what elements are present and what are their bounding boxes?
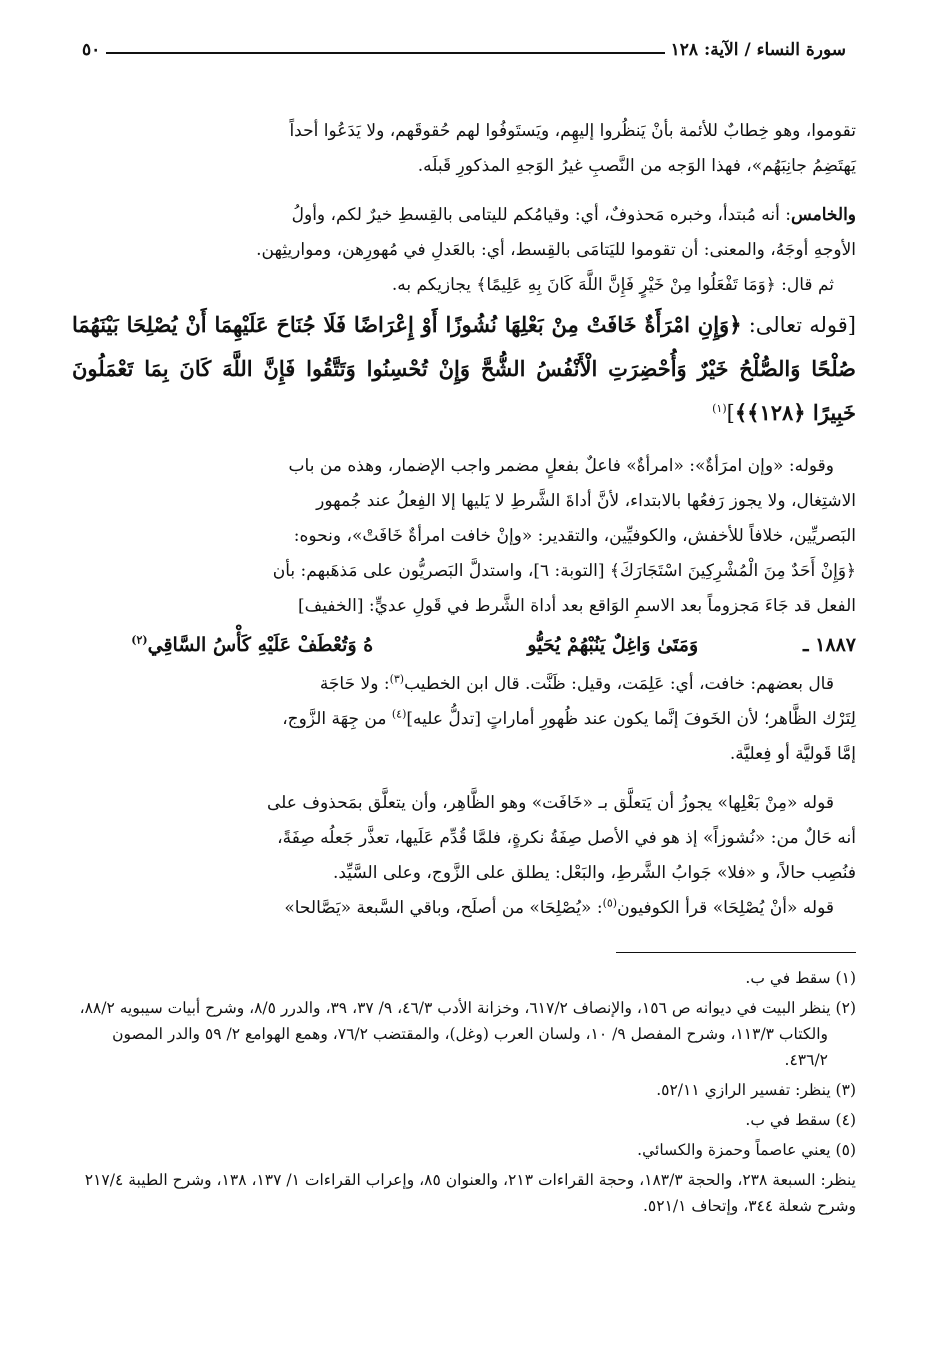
section-lead: والخامس: [790, 205, 856, 225]
footnote: (٣) ينظر: تفسير الرازي ٥٢/١١.: [656, 1081, 856, 1099]
text-span: : أنه مُبتدأ، وخبره مَحذوفٌ، أي: وقيامُكم لليتامى بالقِسطِ خيرٌ لكم، وأولُ: [291, 205, 791, 225]
poem-hemistich-second: [72, 628, 433, 663]
text-span: : ولا حَاجَة: [319, 674, 390, 694]
text-line: وقوله: «وإن امرَأةٌ»: «امرأةٌ» فاعلٌ بفعلٍ مضمر واجب الإضمار، وهذه من باب: [288, 456, 834, 476]
footnote: [72, 995, 856, 1073]
text-line: إمَّا قَوليَّة أو فِعليَّة.: [729, 744, 856, 764]
footnote-line: ٨/٥، وشرح أبيات سيبويه ٨٨/٢، والكتاب ١١٣/٣، وشرح المفصل ٩/ ١٠، ولسان العرب: [79, 999, 828, 1043]
footnote: (٤) سقط في ب.: [745, 1111, 856, 1129]
verse-intro: [قوله تعالى:: [741, 313, 856, 337]
text-line: قوله «مِنْ بَعْلِها» يجوزُ أن يَتعلَّق بـ «خَافَت» وهو الظَّاهِر، وأن يتعلَّق بمَحذوف على: [266, 793, 834, 813]
text-line: فنُصِب حالاً، و «فلا» جَوابُ الشَّرطِ، والبَعْل: يطلق على الزَّوج، وعلى السَّيِّد.: [332, 863, 856, 883]
text-line: أنه حَالٌ من: «نُشوزاً» إذ هو في الأصل صِفَةُ نكرةٍ، فلمَّا قُدِّم عَلَيها، تعذَّر جَعلُه صِفَةً،: [277, 828, 856, 848]
verse-text: ﴿وَإِنِ امْرَأَةٌ خَافَتْ مِنْ بَعْلِهَا نُشُوزًا أَوْ إِعْرَاضًا فَلَا جُنَاحَ عَلَيْهِمَا أَنْ يُصْلِحَا بَيْنَهُمَا صُلْحًا وَالصُّلْحُ خَيْرٌ وَأُحْضِرَتِ الْأَنْفُسُ الشُّحَّ وَإِنْ تُحْسِنُوا وَتَتَّقُوا فَإِنَّ اللَّهَ كَانَ بِمَا تَعْمَلُونَ خَبِيرًا ﴿١٢٨﴾﴾: [72, 312, 856, 425]
footnote-ref: (١): [712, 402, 727, 415]
verse-close: ]: [726, 401, 735, 425]
text-line: الاشتِغال، ولا يجوز رَفعُها بالابتداء، لأنَّ أداةَ الشَّرطِ لا يَليها إلا الفِعلُ عند جُمهور: [316, 491, 856, 511]
text-span: قال بعضهم: خافت، أي: عَلِمَت، وقيل: ظَنَّت. قال ابن الخطيب: [404, 674, 834, 694]
text-line: [72, 667, 856, 702]
header-title: سورة النساء / الآية: ١٢٨: [670, 40, 846, 60]
footnote-line: ينظر: السبعة ٢٣٨، والحجة ١٨٣/٣، وحجة القراءات ٢١٣، والعنوان ٨٥، وإعراب القراءات ١/: [286, 1171, 856, 1189]
poem-verse: [72, 628, 856, 663]
footnote: [72, 1167, 856, 1219]
poem-hemistich-first: وَمَتَىٰ وَاغِلٌ يَنُبْهُمْ يُحَيُّو: [527, 634, 699, 656]
text-line: البَصريِّين، خلافاً للأخفش، والكوفيِّين، والتقدير: «وإنْ خافت امرأةٌ خَافَتْ»، ونحوه:: [293, 526, 856, 546]
footnote-line: (٢) ينظر البيت في ديوانه ص ١٥٦، والإنصاف ٦١٧/٢، وخزانة الأدب ٤٦/٣، ٩/ ٣٧، ٣٩، والدرر: [280, 999, 856, 1017]
text-line: [72, 198, 856, 233]
poem-number: ١٨٨٧ ـ: [802, 634, 856, 656]
text-span: لِتَرْك الظَّاهر؛ لأن الخَوفَ إنَّما يكون عند ظُهورِ أماراتٍ [تدلُّ عليه]: [406, 709, 856, 729]
footnote-separator: [616, 952, 856, 953]
running-header: [72, 30, 856, 70]
text-span: : «يُصْلِحَا» من أصلَح، وباقي السَّبعة «يَصَّالحا»: [284, 898, 603, 918]
text-line: [72, 702, 856, 737]
quran-verse-block: [72, 303, 856, 435]
text-line: يَهتَضِمُ جانِبَهُم»، فهذا الوَجه من النَّصبِ غيرُ الوَجهِ المذكورِ قَبلَه.: [417, 156, 856, 176]
footnote-ref: (٤): [391, 707, 407, 721]
footnotes: [72, 965, 856, 1219]
footnote-line: (وغل)، والمقتضب ٧٦/٢، وهمع الهوامع ٢/ ٥٩ والدر المصون ٤٣٦/٢.: [112, 1025, 828, 1069]
footnote-ref: (٣): [389, 672, 405, 686]
page-number: ٥٠: [82, 40, 101, 60]
footnote-ref: (٥): [602, 896, 618, 910]
footnote: (١) سقط في ب.: [745, 969, 856, 987]
header-rule: [106, 52, 664, 54]
text-span: من جِهَة الزَّوج،: [282, 709, 392, 729]
book-page: [72, 30, 856, 1223]
main-text: [72, 114, 856, 926]
text-line: الفعل قد جَاءَ مَجزوماً بعد الاسمِ الوَاقع بعد أداة الشَّرط في قَولِ عديٍّ: [الخفيف]: [297, 596, 856, 616]
text-line: ثم قال: ﴿وَمَا تَفْعَلُوا مِنْ خَيْرٍ فَإِنَّ اللَّهَ كَانَ بِهِ عَلِيمًا﴾ يجازيكم به.: [391, 275, 834, 295]
footnote-ref: (٢): [131, 633, 148, 647]
text-line: تقوموا، وهو خِطابٌ للأئمة بأنْ يَنظُروا إليهِم، ويَستَوفُوا لهم حُقوقَهم، ولا يَدَعُوا أحداً: [289, 121, 856, 141]
text-line: [72, 891, 856, 926]
footnote-line: ١٣٧، ١٣٨، وشرح الطيبة ٢١٧/٤ وشرح شعلة ٣٤٤، وإتحاف ٥٢١/١.: [84, 1171, 856, 1215]
text-line: ﴿وَإِنْ أَحَدٌ مِنَ الْمُشْرِكِينَ اسْتَجَارَكَ﴾ [التوبة: ٦]، واستدلَّ البَصريُّون على مَذهَبهم: بأن: [272, 561, 856, 581]
text-span: هُ وَتُعْطَفْ عَلَيْهِ كَأْسُ السَّاقِي: [147, 634, 374, 656]
text-span: قوله «أنْ يُصْلِحَا» قرأ الكوفيون: [617, 898, 834, 918]
text-line: الأوجهِ أوجَهُ، والمعنى: أن تقوموا لليَتامَى بالقِسط، أي: بالعَدلِ في مُهورِهن، ومواريثِهن.: [256, 240, 856, 260]
footnote: (٥) يعني عاصماً وحمزة والكسائي.: [637, 1141, 856, 1159]
